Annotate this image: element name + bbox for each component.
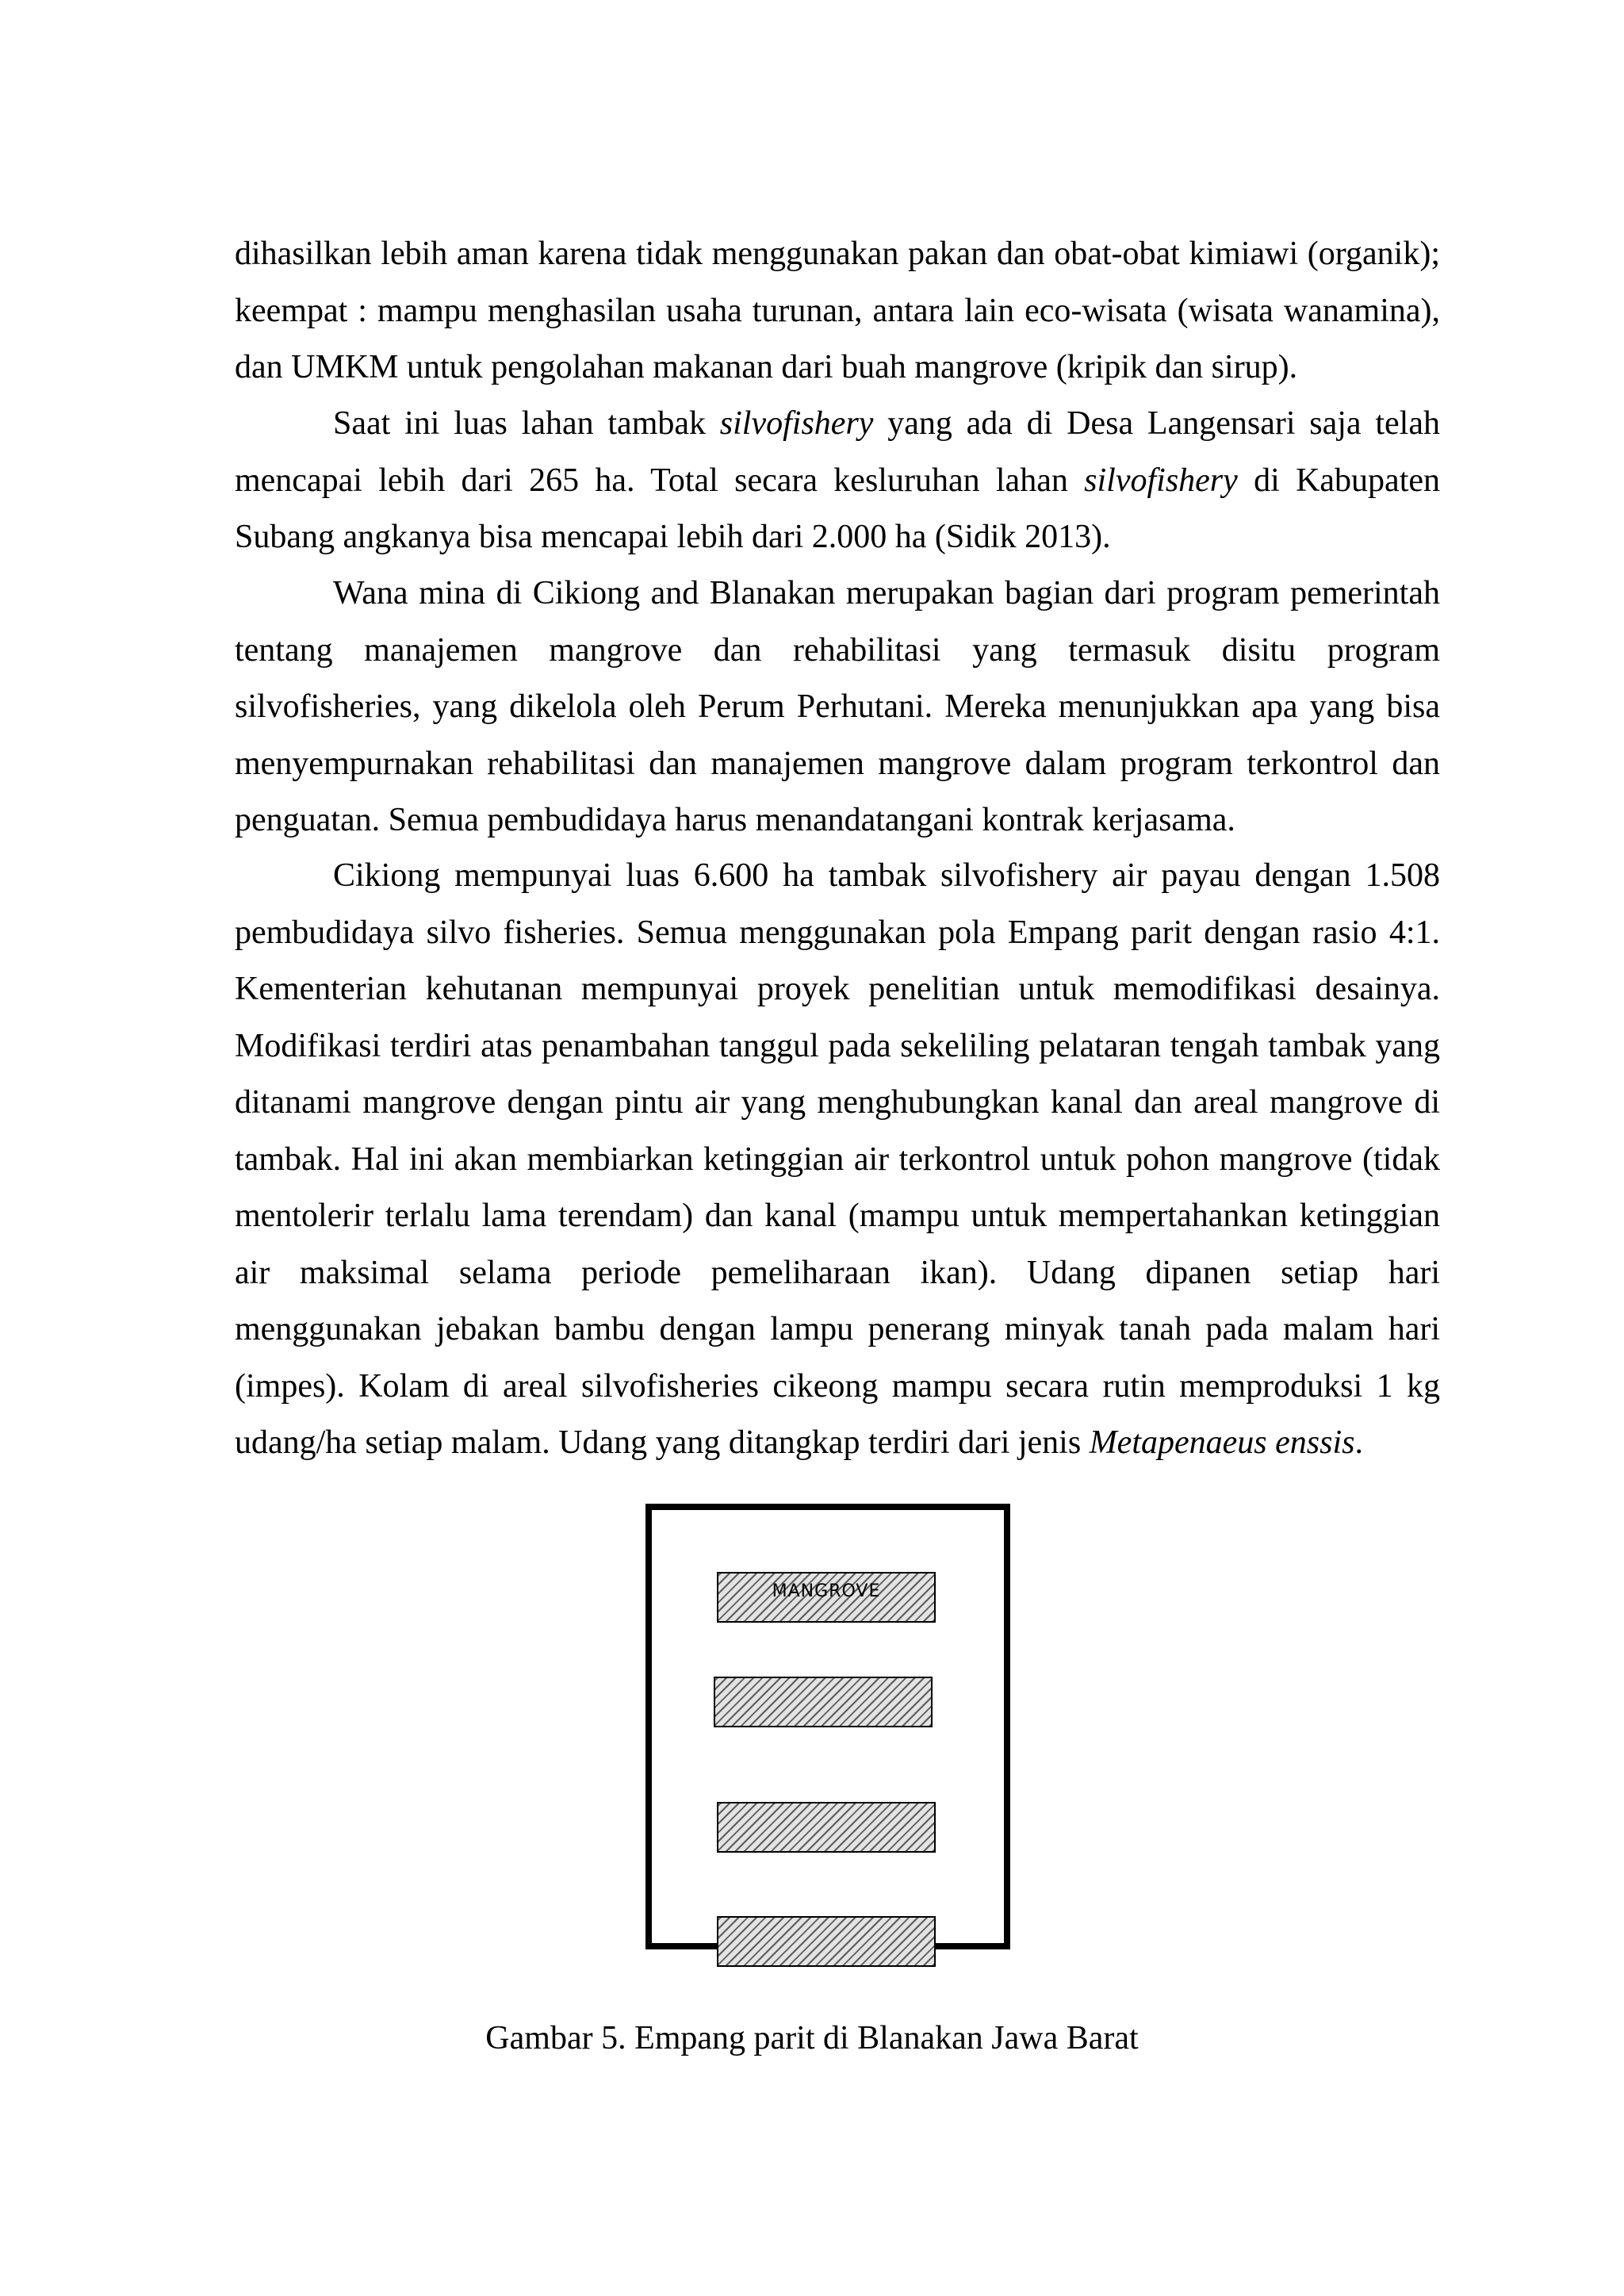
- paragraph-3: [235, 565, 1440, 849]
- paragraph-4-end: .: [1354, 1424, 1363, 1461]
- mangrove-bed-3: [717, 1802, 936, 1853]
- paragraph-2: [235, 396, 1440, 566]
- mangrove-label: MANGROVE: [772, 1581, 881, 1601]
- mangrove-bed-1: [717, 1572, 936, 1623]
- paragraph-4: [235, 848, 1440, 1472]
- paragraph-2-part-2: yang ada di Desa Langensari saja telah mencapai lebih dari 265 ha. Total secara kesluruhan lahan: [235, 405, 1440, 499]
- paragraph-1: [235, 226, 1440, 397]
- term-silvofishery-2: silvofishery: [1084, 462, 1238, 499]
- paragraph-3-text: Wana mina di Cikiong and Blanakan merupakan bagian dari program pemerintah tentang manajemen mangrove dan rehabilitasi yang termasuk disitu program silvofisheries, yang dikelola oleh Perum Perhutani. Mereka menunjukkan apa yang bisa menyempurnakan rehabilitasi dan manajemen mangrove dalam program terkontrol dan penguatan. Semua pembudidaya harus menandatangani kontrak kerjasama.: [235, 575, 1440, 838]
- paragraph-4-body: Cikiong mempunyai luas 6.600 ha tambak silvofishery air payau dengan 1.508 pembudidaya silvo fisheries. Semua menggunakan pola Empang parit dengan rasio 4:1. Kementerian kehutanan mempunyai proyek penelitian untuk memodifikasi desainya. Modifikasi terdiri atas penambahan tanggul pada sekeliling pelataran tengah tambak yang ditanami mangrove dengan pintu air yang menghubungkan kanal dan areal mangrove di tambak. Hal ini akan membiarkan ketinggian air terkontrol untuk pohon mangrove (tidak mentolerir terlalu lama terendam) dan kanal (mampu untuk mempertahankan ketinggian air maksimal selama periode pemeliharaan ikan). Udang dipanen setiap hari menggunakan jebakan bambu dengan lampu penerang minyak tanah pada malam hari (impes). Kolam di areal silvofisheries cikeong mampu secara rutin memproduksi 1 kg udang/ha setiap malam. Udang yang ditangkap terdiri dari jenis: [235, 857, 1440, 1461]
- paragraph-2-part-3: di Kabupaten Subang angkanya bisa mencapai lebih dari 2.000 ha (Sidik 2013).: [235, 462, 1441, 555]
- mangrove-bed-4: [717, 1916, 936, 1967]
- paragraph-4-text: [235, 848, 1440, 1472]
- paragraph-2-part-1: Saat ini luas lahan tambak: [333, 405, 720, 442]
- figure-caption: Gambar 5. Empang parit di Blanakan Jawa Barat: [485, 2020, 1139, 2056]
- mangrove-bed-2: [714, 1677, 933, 1727]
- species-name: Metapenaeus enssis: [1089, 1424, 1355, 1461]
- paragraph-1-text: dihasilkan lebih aman karena tidak menggunakan pakan dan obat-obat kimiawi (organik); keempat : mampu menghasilan usaha turunan, antara lain eco-wisata (wisata wanamina), dan UMKM untuk pengolahan makanan dari buah mangrove (kripik dan sirup).: [235, 236, 1440, 385]
- empang-parit-figure: [644, 1502, 1012, 1970]
- paragraph-2-text: [235, 396, 1440, 566]
- term-silvofishery-1: silvofishery: [719, 405, 874, 442]
